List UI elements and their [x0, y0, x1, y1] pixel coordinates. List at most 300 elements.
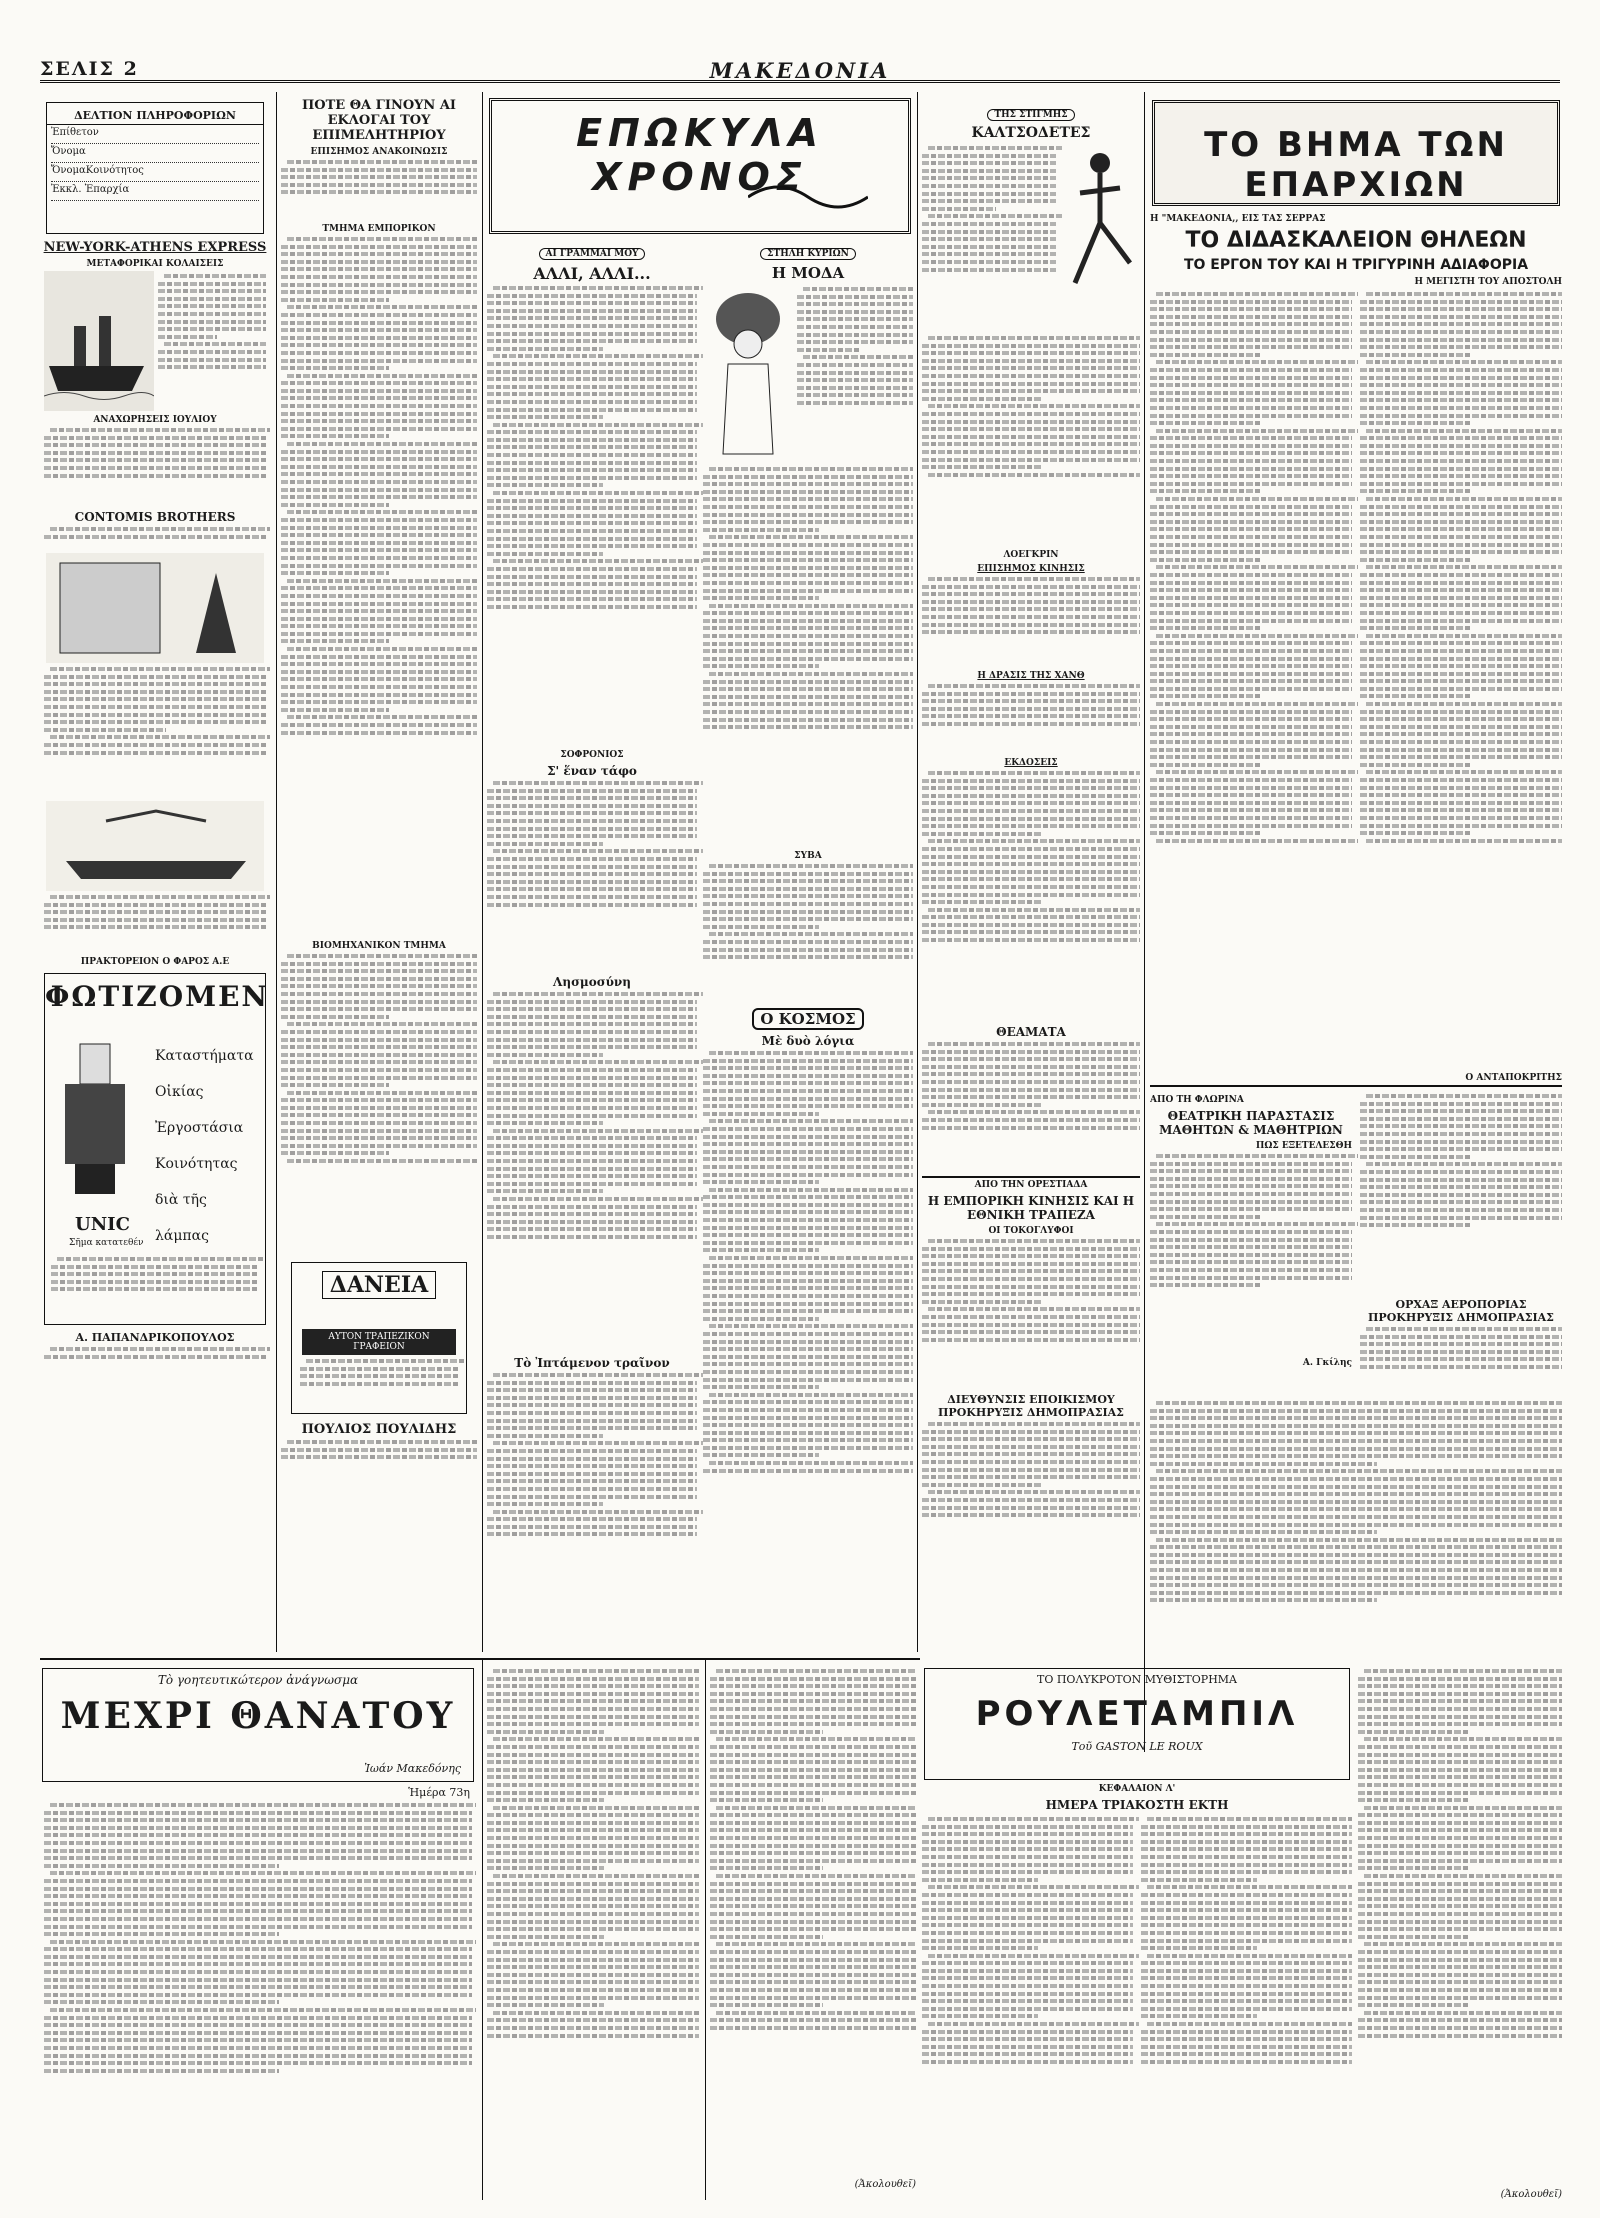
text-line [797, 325, 913, 329]
text-line [1364, 1942, 1562, 1946]
text-line [158, 304, 266, 308]
text-line [922, 192, 1056, 196]
text-line [922, 1878, 1038, 1882]
text-line [1360, 1208, 1562, 1212]
text-line [493, 849, 703, 853]
text-line [1150, 1500, 1562, 1504]
text-line [709, 932, 913, 936]
text-line [1150, 1485, 1562, 1489]
text-line [1360, 322, 1562, 326]
text-line [928, 1239, 1140, 1243]
text-line [703, 1347, 913, 1351]
text-line [1360, 315, 1562, 319]
text-line [487, 1411, 697, 1415]
text-line [1366, 1327, 1562, 1331]
text-line [928, 1885, 1139, 1889]
fashion-text [797, 284, 913, 464]
text-line [703, 513, 913, 517]
text-line [922, 1095, 1140, 1099]
text-line [487, 1457, 697, 1461]
text-line [487, 1015, 697, 1019]
text-line [1360, 824, 1562, 828]
text-line [493, 992, 703, 996]
text-line [716, 1669, 916, 1673]
text-line [1360, 679, 1562, 683]
text-line [487, 1525, 697, 1529]
text-line [44, 1864, 279, 1868]
text-line [1360, 550, 1562, 554]
text-line [922, 374, 1140, 378]
text-line [287, 510, 477, 514]
text-line [487, 1487, 697, 1491]
text-line [1150, 558, 1261, 562]
text-line [1141, 1992, 1352, 1996]
text-line [281, 526, 477, 530]
text-line [1360, 1342, 1562, 1346]
text-line [44, 2023, 472, 2027]
poem-body [487, 781, 697, 971]
serres-tag: Η "ΜΑΚΕΔΟΝΙΑ,, ΕΙΣ ΤΑΣ ΣΕΡΡΑΣ [1150, 214, 1326, 224]
text-line [44, 2046, 472, 2050]
text-line [281, 245, 477, 249]
text-line [487, 1920, 699, 1924]
text-line [922, 176, 1056, 180]
text-line [1358, 1715, 1562, 1719]
text-line [1360, 611, 1562, 615]
text-line [922, 1923, 1133, 1927]
text-line [1150, 573, 1352, 577]
column-tag: ΤΗΣ ΣΤΙΓΜΗΣ [987, 109, 1074, 121]
text-line [922, 1088, 1140, 1092]
text-line [703, 1317, 819, 1321]
text-line [922, 1893, 1133, 1897]
shipping-sub: ΜΕΤΑΦΟΡΙΚΑΙ ΚΟΛΑΙΣΕΙΣ [86, 259, 224, 269]
text-line [703, 872, 913, 876]
text-line [281, 564, 477, 568]
text-line [1150, 376, 1352, 380]
text-line [710, 1973, 916, 1977]
text-line [922, 1840, 1133, 1844]
text-line [922, 1292, 1140, 1296]
text-line [1364, 1669, 1562, 1673]
text-line [1360, 353, 1471, 357]
text-line [1358, 1813, 1562, 1817]
feature-title: ΕΠΩΚΥΛΑ ΧΡΟΝΟΣ [576, 111, 824, 199]
text-line [1141, 2037, 1352, 2041]
text-line [703, 1135, 913, 1139]
text-line [287, 374, 477, 378]
serial-continued [1150, 1401, 1562, 1691]
text-line [922, 389, 1140, 393]
text-line [1360, 717, 1562, 721]
text-line [44, 1841, 472, 1845]
text-line [928, 908, 1140, 912]
text-line [922, 722, 1140, 726]
text-line [44, 1978, 472, 1982]
text-line [1156, 1538, 1562, 1542]
text-line [1358, 1965, 1562, 1969]
text-line [487, 1212, 697, 1216]
text-line [1358, 1798, 1470, 1802]
text-line [922, 1483, 1042, 1487]
text-line [487, 476, 697, 480]
text-line [487, 1434, 603, 1438]
text-line [922, 1050, 1140, 1054]
text-line [281, 343, 477, 347]
text-line [44, 925, 266, 929]
text-line [44, 910, 266, 914]
text-line [487, 362, 697, 366]
text-line [44, 675, 266, 679]
stockings-title: ΚΑΛΤΣΟΔΕΤΕΣ [971, 125, 1091, 141]
text-line [1364, 1737, 1562, 1741]
text-line [281, 602, 477, 606]
text-line [922, 1300, 1042, 1304]
text-line [1358, 1768, 1562, 1772]
text-line [922, 1065, 1140, 1069]
text-line [487, 1753, 699, 1757]
text-line [1150, 1409, 1562, 1413]
text-line [703, 1142, 913, 1146]
roulet-body [922, 1814, 1352, 2164]
text-line [1358, 1958, 1562, 1962]
text-line [1360, 414, 1562, 418]
text-line [703, 1097, 913, 1101]
text-line [281, 275, 477, 279]
text-line [487, 1517, 697, 1521]
text-line [487, 582, 697, 586]
text-line [710, 1745, 916, 1749]
fotizomen-item: Οἰκίας [155, 1084, 204, 1100]
text-line [710, 2018, 916, 2022]
text-line [1358, 1859, 1562, 1863]
text-line [281, 298, 389, 302]
text-line [703, 505, 913, 509]
text-line [487, 1927, 699, 1931]
text-line [281, 290, 477, 294]
text-line [281, 267, 477, 271]
text-line [1360, 603, 1562, 607]
text-line [710, 1897, 916, 1901]
text-line [1150, 353, 1261, 357]
text-line [1150, 1245, 1352, 1249]
text-line [281, 1455, 477, 1459]
text-line [1360, 543, 1562, 547]
text-line [300, 1382, 458, 1386]
text-line [922, 1452, 1140, 1456]
text-line [922, 699, 1140, 703]
text-line [1358, 1927, 1562, 1931]
roulet-kicker: ΤΟ ΠΟΛΥΚΡΟΤΟΝ ΜΥΘΙΣΤΟΡΗΜΑ [1036, 1673, 1237, 1686]
text-line [1358, 1775, 1562, 1779]
text-line [1360, 687, 1562, 691]
text-line [487, 1912, 699, 1916]
text-line [922, 877, 1140, 881]
serial-death [40, 1666, 476, 2206]
text-line [281, 190, 477, 194]
text-line [1360, 1223, 1471, 1227]
text-line [703, 687, 913, 691]
text-line [158, 297, 266, 301]
text-line [797, 302, 913, 306]
text-line [710, 1699, 916, 1703]
text-line [487, 309, 697, 313]
text-line [1150, 808, 1352, 812]
text-line [281, 1144, 477, 1148]
fotizomen-ad [44, 973, 270, 1325]
text-line [1150, 1169, 1352, 1173]
text-line [922, 397, 1042, 401]
text-line [1360, 1140, 1562, 1144]
text-line [710, 1958, 916, 1962]
text-line [703, 1408, 913, 1412]
text-line [928, 2022, 1139, 2026]
chamber-intro [281, 160, 477, 220]
text-line [709, 467, 913, 471]
text-line [487, 461, 697, 465]
text-line [164, 342, 266, 346]
text-line [1358, 1821, 1562, 1825]
text-line [1360, 831, 1471, 835]
text-line [1141, 2007, 1352, 2011]
coupon-field: Ἐκκλ. Ἐπαρχία [51, 184, 259, 201]
text-line [487, 1479, 697, 1483]
text-line [703, 902, 913, 906]
text-line [44, 1993, 472, 1997]
text-line [487, 1677, 699, 1681]
text-line [487, 1844, 699, 1848]
text-line [281, 427, 477, 431]
text-line [281, 465, 477, 469]
text-line [710, 2003, 823, 2007]
text-line [1150, 1200, 1352, 1204]
text-line [281, 609, 477, 613]
text-line [716, 1874, 916, 1878]
text-line [487, 567, 697, 571]
text-line [1150, 1268, 1352, 1272]
text-line [1150, 489, 1261, 493]
text-line [1150, 535, 1352, 539]
text-line [1156, 702, 1358, 706]
text-line [703, 1423, 913, 1427]
text-line [487, 1988, 699, 1992]
text-line [710, 1859, 916, 1863]
text-line [44, 918, 266, 922]
text-line [487, 1821, 699, 1825]
poulios-text [281, 1440, 477, 1480]
dragon-ornament-icon [748, 177, 868, 217]
text-line [703, 940, 913, 944]
text-line [487, 1235, 697, 1239]
text-line [922, 1984, 1133, 1988]
text-line [797, 393, 913, 397]
text-line [1366, 702, 1562, 706]
text-line [1360, 1185, 1562, 1189]
text-line [281, 381, 477, 385]
text-line [922, 832, 1042, 836]
text-line [1366, 839, 1562, 843]
text-line [51, 1272, 259, 1276]
text-line [922, 1103, 1042, 1107]
text-line [922, 1338, 1140, 1342]
text-line [1360, 801, 1562, 805]
text-line [703, 475, 913, 479]
text-line [487, 1813, 699, 1817]
dancer-figure-icon [1060, 143, 1140, 293]
text-line [709, 1119, 913, 1123]
text-line [1360, 793, 1562, 797]
text-line [1360, 512, 1562, 516]
text-line [1366, 565, 1562, 569]
serial-end: (Ἀκολουθεῖ) [854, 2179, 916, 2190]
text-line [922, 1832, 1133, 1836]
text-line [281, 1007, 477, 1011]
text-line [1366, 1094, 1562, 1098]
text-line [1150, 505, 1352, 509]
text-line [1150, 664, 1352, 668]
text-line [710, 1935, 823, 1939]
text-line [281, 639, 389, 643]
text-line [1150, 391, 1352, 395]
text-line [281, 586, 477, 590]
text-line [287, 1440, 477, 1444]
text-line [487, 1053, 603, 1057]
fashion-block [703, 284, 913, 464]
text-line [922, 1323, 1140, 1327]
text-line [487, 1958, 699, 1962]
text-line [710, 1798, 823, 1802]
text-line [281, 396, 477, 400]
text-line [703, 1195, 913, 1199]
text-line [922, 465, 1042, 469]
text-line [710, 1768, 916, 1772]
text-line [281, 962, 477, 966]
text-line [487, 1965, 699, 1969]
text-line [487, 453, 697, 457]
text-line [1150, 1477, 1562, 1481]
text-line [281, 723, 477, 727]
text-line [1360, 755, 1562, 759]
serial-death-cont-2 [710, 1666, 916, 2206]
roulet-cont [1358, 1666, 1562, 2206]
text-line [1150, 1583, 1562, 1587]
text-line [1150, 1260, 1352, 1264]
stockings-text [922, 143, 1056, 333]
text-line [1360, 786, 1562, 790]
text-line [487, 1167, 697, 1171]
text-line [1156, 1154, 1358, 1158]
agent-name: Α. ΠΑΠΑΝΔΡΙΚΟΠΟΥΛΟΣ [75, 1331, 235, 1344]
text-line [1141, 1939, 1352, 1943]
text-line [281, 252, 477, 256]
text-line [797, 295, 913, 299]
text-line [44, 743, 266, 747]
text-line [703, 490, 913, 494]
text-line [44, 1833, 472, 1837]
text-line [710, 1715, 916, 1719]
text-line [281, 351, 477, 355]
text-line [1360, 368, 1562, 372]
column-rule [1144, 92, 1145, 1752]
text-line [709, 1051, 913, 1055]
text-line [487, 445, 697, 449]
text-line [1366, 292, 1562, 296]
text-line [922, 1901, 1133, 1905]
text-line [487, 1950, 699, 1954]
text-line [922, 1999, 1133, 2003]
poulios-name: ΠΟΥΛΙΟΣ ΠΟΥΛΙΔΗΣ [301, 1422, 457, 1437]
text-line [51, 1287, 259, 1291]
text-line [1150, 641, 1352, 645]
serres-subhead-2: Η ΜΕΓΙΣΤΗ ΤΟΥ ΑΠΟΣΤΟΛΗ [1414, 277, 1562, 287]
text-line [922, 435, 1140, 439]
article-body [487, 286, 697, 746]
theatre-body [922, 1042, 1140, 1172]
text-line [922, 1430, 1140, 1434]
text-line [487, 1381, 697, 1385]
text-line [1360, 1117, 1562, 1121]
text-line [281, 434, 389, 438]
text-line [1141, 1863, 1352, 1867]
text-line [928, 839, 1140, 843]
text-line [1358, 1722, 1562, 1726]
text-line [281, 1076, 477, 1080]
text-line [922, 1916, 1133, 1920]
text-line [158, 312, 266, 316]
text-line [487, 2018, 699, 2022]
text-line [1360, 1335, 1562, 1339]
text-line [1141, 2052, 1352, 2056]
text-line [922, 1460, 1140, 1464]
text-line [1150, 1177, 1352, 1181]
text-line [281, 1083, 389, 1087]
text-line [1150, 619, 1352, 623]
text-line [493, 1737, 699, 1741]
text-line [797, 340, 913, 344]
text-line [44, 1811, 472, 1815]
text-line [281, 677, 477, 681]
serres-col-b [1360, 289, 1562, 1069]
unic-logo: UNIC [75, 1214, 130, 1235]
text-line [1360, 391, 1562, 395]
text-line [1360, 1200, 1562, 1204]
text-line [710, 1828, 916, 1832]
text-line [281, 541, 477, 545]
text-line [487, 1076, 697, 1080]
text-line [1360, 588, 1562, 592]
xanth-body [922, 684, 1140, 754]
column-rule [917, 92, 918, 1652]
text-line [1358, 1889, 1562, 1893]
text-line [922, 161, 1056, 165]
text-line [1360, 1170, 1562, 1174]
text-line [281, 731, 477, 735]
text-line [703, 1210, 913, 1214]
text-line [1360, 1357, 1562, 1361]
text-line [710, 2026, 916, 2030]
text-line [1150, 300, 1352, 304]
text-line [281, 1045, 477, 1049]
text-line [1360, 535, 1562, 539]
text-line [487, 1828, 699, 1832]
text-line [1150, 383, 1352, 387]
text-line [922, 1262, 1140, 1266]
text-line [1150, 368, 1352, 372]
text-line [922, 268, 1056, 272]
text-line [922, 344, 1140, 348]
text-line [1150, 725, 1352, 729]
unic-sub: Σῆμα κατατεθέν [69, 1238, 144, 1248]
